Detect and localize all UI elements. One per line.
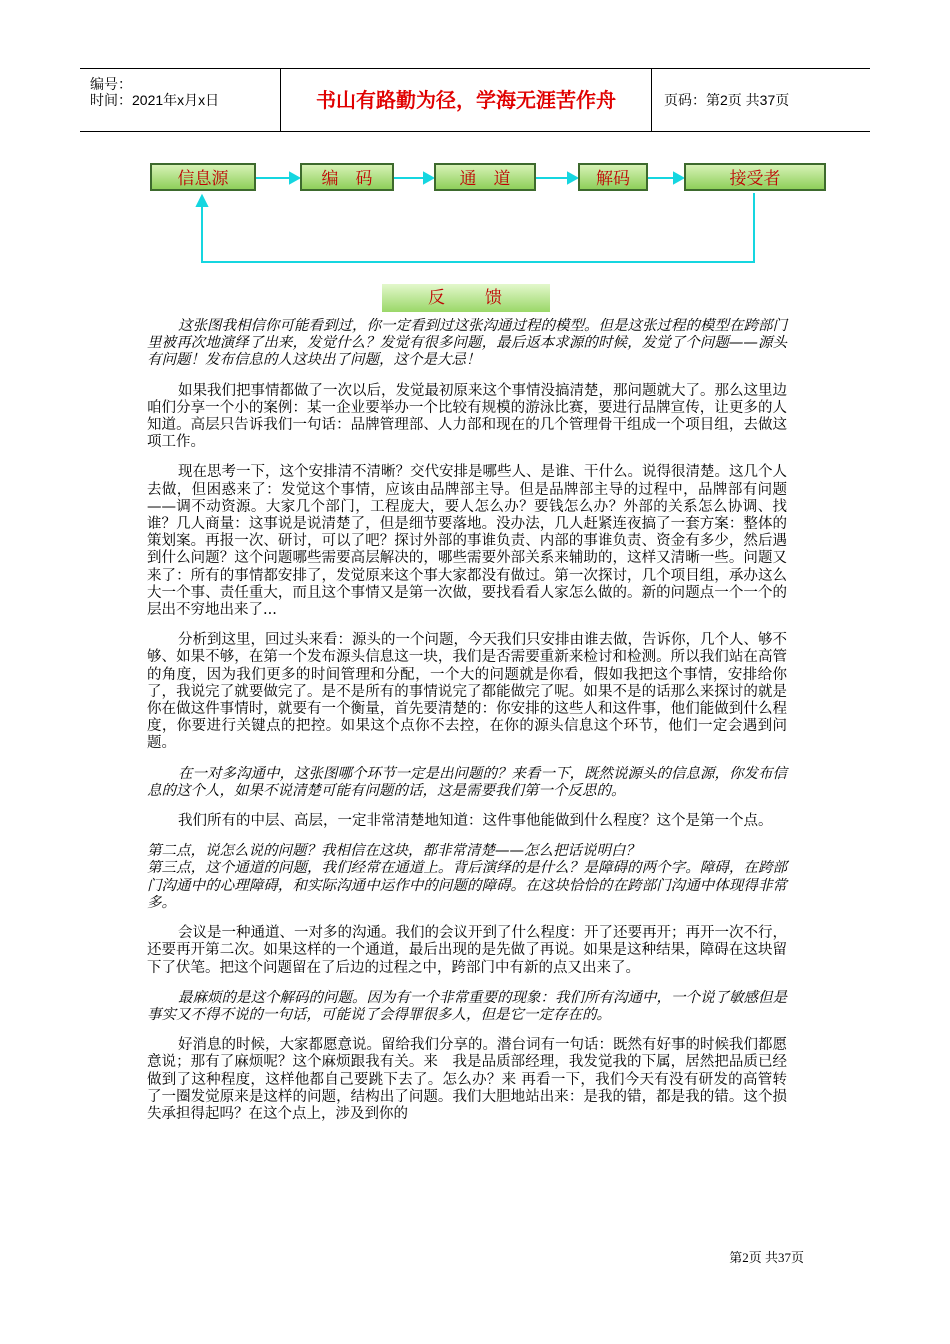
paragraph: 好消息的时候，大家都愿意说。留给我们分享的。潜台词有一句话：既然有好事的时候我们都愿意说；那有了麻烦呢？这个麻烦跟我有关。来 我是品质部经理，我发觉我的下属，居然把品质已经做到了这种程度，这样他都自己要跳下去了。怎么办？来 再看一下，我们今天有没有研发的高管转了一圈发觉原来是这样的问题，结构出了问题。我们大胆地站出来：是我的错，都是我的错。这个损失承担得起吗？在这个点上，涉及到你的 [147, 1037, 787, 1122]
paragraph: 现在思考一下，这个安排清不清晰？交代安排是哪些人、是谁、干什么。说得很清楚。这几个人去做，但困惑来了：发觉这个事情，应该由品牌部主导。但是品牌部主导的过程中，品牌部有问题——调不动资源。大家几个部门，工程庞大，要人怎么办？要钱怎么办？外部的关系怎么协调、找谁？几人商量：这事说是说清楚了，但是细节要落地。没办法，几人赶紧连夜搞了一套方案：整体的策划案。再报一次、研讨，可以了吧？探讨外部的事谁负责、内部的事谁负责、资金有多少，然后遇到什么问题？这个问题哪些需要高层解决的，哪些需要外部关系来辅助的，这样又清晰一些。问题又来了：所有的事情都安排了，发觉原来这个事大家都没有做过。第一次探讨，几个项目组，承办这么大一个事、责任重大，而且这个事情又是第一次做，要找看看人家怎么做的。新的问题点一个一个的层出不穷地出来了... [147, 464, 787, 619]
header-motto: 书山有路勤为径，学海无涯苦作舟 [281, 69, 652, 131]
paragraph: 在一对多沟通中，这张图哪个环节一定是出问题的？来看一下，既然说源头的信息源，你发布信息的这个人，如果不说清楚可能有问题的话，这是需要我们第一个反思的。 [147, 765, 787, 799]
paragraph: 这张图我相信你可能看到过，你一定看到过这张沟通过程的模型。但是这张过程的模型在跨部门里被再次地演绎了出来，发觉什么？发觉有很多问题，最后返本求源的时候，发觉了个问题——源头有问题！发布信息的人这块出了问题，这个是大忌！ [147, 318, 787, 369]
header-page-number: 页码：第2页 共37页 [664, 92, 790, 108]
paragraph: 分析到这里，回过头来看：源头的一个问题，今天我们只安排由谁去做，告诉你，几个人、够不够、如果不够，在第一个发布源头信息这一块，我们是否需要重新来检讨和检测。所以我们站在高管的角度，因为我们更多的时间管理和分配，一个大的问题就是你看，假如我把这个事情，安排给你了，我说完了就要做完了。是不是所有的事情说完了都能做完了呢。如果不是的话那么来探讨的就是你在做这件事情时，就要有一个衡量，首先要清楚的：你安排的这些人和这件事，他们能做到什么程度，你要进行关键点的把控。如果这个点你不去控，在你的源头信息这个环节，他们一定会遇到问题。 [147, 632, 787, 752]
feedback-arrowhead [197, 196, 207, 206]
feedback-label: 反 馈 [382, 284, 550, 312]
document-time-label: 时间：2021年x月x日 [90, 92, 220, 108]
paragraph: 最麻烦的是这个解码的问题。因为有一个非常重要的现象：我们所有沟通中，一个说了敏感但是事实又不得不说的一句话，可能说了会得罪很多人，但是它一定存在的。 [147, 989, 787, 1023]
footer-page-number: 第2页 共37页 [729, 1250, 804, 1265]
node-receiver: 接受者 [684, 163, 826, 191]
paragraph: 会议是一种通道、一对多的沟通。我们的会议开到了什么程度：开了还要再开；再开一次不行，还要再开第二次。如果这样的一个通道，最后出现的是先做了再说。如果是这种结果，障碍在这块留下了伏笔。把这个问题留在了后边的过程之中，跨部门中有新的点又出来了。 [147, 925, 787, 976]
document-number-label: 编号： [90, 76, 132, 92]
page-header [80, 68, 870, 132]
node-channel: 通 道 [434, 163, 536, 191]
header-info-cell [80, 69, 281, 131]
paragraph: 第三点，这个通道的问题，我们经常在通道上。背后演绎的是什么？是障碍的两个字。障碍，在跨部门沟通中的心理障碍，和实际沟通中运作中的问题的障碍。在这块恰恰的在跨部门沟通中体现得非常多。 [147, 860, 787, 911]
feedback-loop-line [202, 193, 754, 262]
body-text [147, 318, 787, 1136]
paragraph: 我们所有的中层、高层，一定非常清楚地知道：这件事他能做到什么程度？这个是第一个点。 [178, 813, 773, 830]
communication-process-diagram [0, 150, 950, 320]
paragraph: 如果我们把事情都做了一次以后，发觉最初原来这个事情没搞清楚，那问题就大了。那么这里边咱们分享一个小的案例：某一企业要举办一个比较有规模的游泳比赛，要进行品牌宣传，让更多的人知道。高层只告诉我们一句话：品牌管理部、人力部和现在的几个管理骨干组成一个项目组，去做这项工作。 [147, 382, 787, 451]
node-encoding: 编 码 [300, 163, 394, 191]
paragraph: 第二点，说怎么说的问题？我相信在这块，都非常清楚——怎么把话说明白？ [147, 843, 640, 860]
node-decoding: 解码 [578, 163, 648, 191]
node-information-source: 信息源 [150, 163, 256, 191]
